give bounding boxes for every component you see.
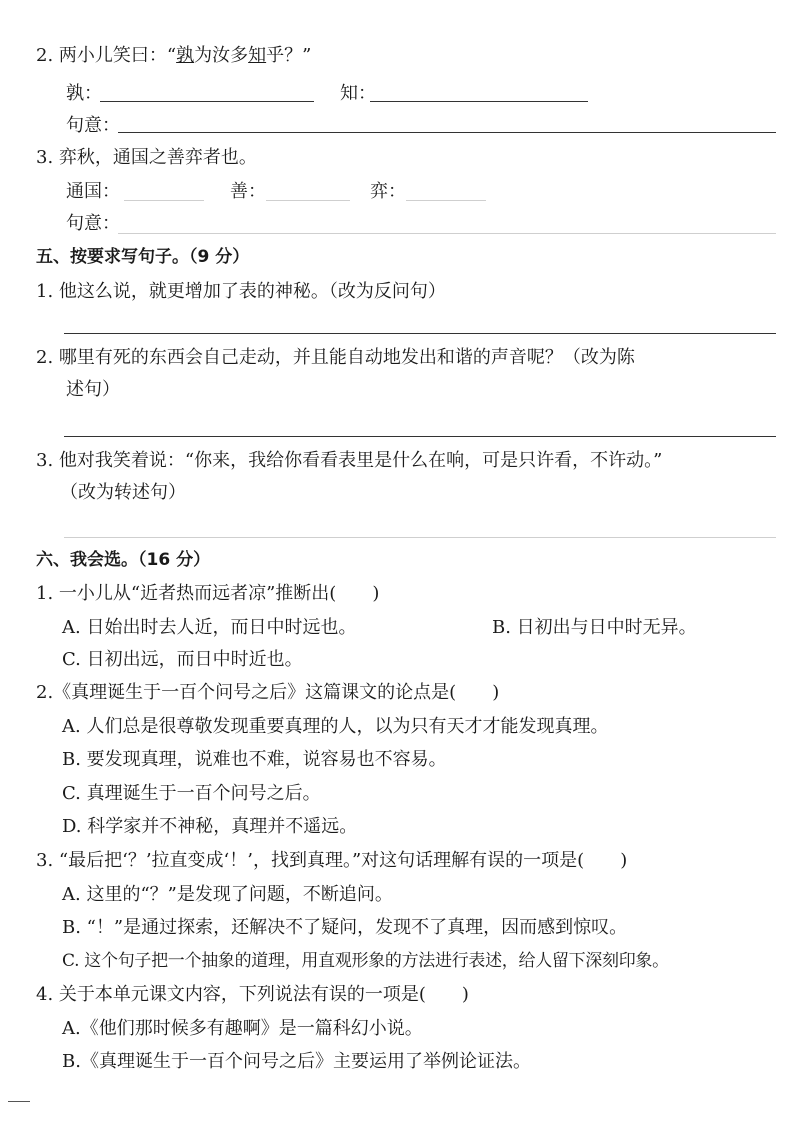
- s6-q4-close-paren: ): [461, 984, 469, 1005]
- q3-meaning-label: 句意：: [66, 213, 120, 234]
- section-5-title: 五、按要求写句子。（9 分）: [36, 247, 250, 267]
- page-edge-mark: [8, 1101, 30, 1102]
- q2-number: 2.: [36, 45, 54, 66]
- s6-q2-stem: 2.《真理诞生于一百个问号之后》这篇课文的论点是(: [36, 682, 457, 703]
- s5-q2-text-line2: 述句）: [66, 379, 120, 400]
- s6-q2-option-d: D. 科学家并不神秘，真理并不遥远。: [62, 816, 358, 837]
- q2-blank-label-2: 知：: [340, 83, 376, 104]
- q2-text: [36, 44, 311, 68]
- q2-text-mid: 为汝多: [194, 45, 249, 66]
- s6-q3-option-b: B. “！”是通过探索，还解决不了疑问，发现不了真理，因而感到惊叹。: [62, 917, 628, 938]
- s6-q1-text: [36, 582, 379, 606]
- s5-q2-answer-line[interactable]: [64, 436, 776, 437]
- s6-q2-option-a: A. 人们总是很尊敬发现重要真理的人，以为只有天才才能发现真理。: [62, 716, 609, 737]
- s5-q3-text-line2: （改为转述句）: [60, 482, 186, 503]
- q2-answer-line-2[interactable]: [370, 101, 588, 102]
- q2-text-pre: 两小儿笑曰：“: [58, 45, 177, 66]
- s6-q2-text: [36, 681, 499, 705]
- s5-q3-answer-line[interactable]: [64, 537, 776, 538]
- q3-answer-line-1[interactable]: [124, 200, 204, 201]
- s6-q4-option-b: B.《真理诞生于一百个问号之后》主要运用了举例论证法。: [62, 1051, 531, 1072]
- s6-q1-option-c: C. 日初出远，而日中时近也。: [62, 649, 303, 670]
- q3-meaning-line[interactable]: [118, 233, 776, 234]
- s6-q1-stem: 1. 一小儿从“近者热而远者凉”推断出(: [36, 583, 337, 604]
- q3-blank-label-2: 善：: [230, 181, 266, 202]
- q2-keyword-1: 孰: [176, 45, 195, 66]
- s5-q1-text: 1. 他这么说，就更增加了表的神秘。（改为反问句）: [36, 281, 446, 302]
- q2-meaning-label: 句意：: [66, 115, 120, 136]
- q2-keyword-2: 知: [248, 45, 267, 66]
- s6-q3-option-c: C. 这个句子把一个抽象的道理，用直观形象的方法进行表述，给人留下深刻印象。: [62, 951, 669, 971]
- s5-q3-text-line1: 3. 他对我笑着说：“你来，我给你看看表里是什么在响，可是只许看，不许动。”: [36, 450, 663, 471]
- s6-q1-option-a: A. 日始出时去人近，而日中时远也。: [62, 617, 357, 638]
- s6-q1-option-b: B. 日初出与日中时无异。: [492, 617, 697, 638]
- q2-meaning-line[interactable]: [118, 132, 776, 133]
- s6-q2-option-b: B. 要发现真理，说难也不难，说容易也不容易。: [62, 749, 447, 770]
- s6-q4-option-a: A.《他们那时候多有趣啊》是一篇科幻小说。: [62, 1018, 423, 1039]
- s6-q3-stem: 3. “最后把‘？’拉直变成‘！’，找到真理。”对这句话理解有误的一项是(: [36, 850, 585, 871]
- s6-q1-close-paren: ): [372, 583, 380, 604]
- q3-text: 3. 弈秋，通国之善弈者也。: [36, 147, 257, 168]
- s6-q3-text: [36, 849, 627, 873]
- q3-answer-line-2[interactable]: [266, 200, 350, 201]
- s5-q2-text-line1: 2. 哪里有死的东西会自己走动，并且能自动地发出和谐的声音呢？（改为陈: [36, 347, 635, 368]
- s6-q2-close-paren: ): [492, 682, 500, 703]
- q2-answer-line-1[interactable]: [100, 101, 314, 102]
- s6-q2-option-c: C. 真理诞生于一百个问号之后。: [62, 783, 321, 804]
- q2-text-post: 乎？”: [266, 45, 312, 66]
- s5-q1-answer-line[interactable]: [64, 333, 776, 334]
- q3-answer-line-3[interactable]: [406, 200, 486, 201]
- s6-q3-option-a: A. 这里的“？”是发现了问题，不断追问。: [62, 884, 393, 905]
- q3-blank-label-3: 弈：: [370, 181, 406, 202]
- section-6-title: 六、我会选。（16 分）: [36, 550, 211, 570]
- s6-q4-text: [36, 983, 469, 1007]
- s6-q4-stem: 4. 关于本单元课文内容，下列说法有误的一项是(: [36, 984, 426, 1005]
- s6-q3-close-paren: ): [620, 850, 628, 871]
- q3-blank-label-1: 通国：: [66, 181, 120, 202]
- q2-blank-label-1: 孰：: [66, 83, 102, 104]
